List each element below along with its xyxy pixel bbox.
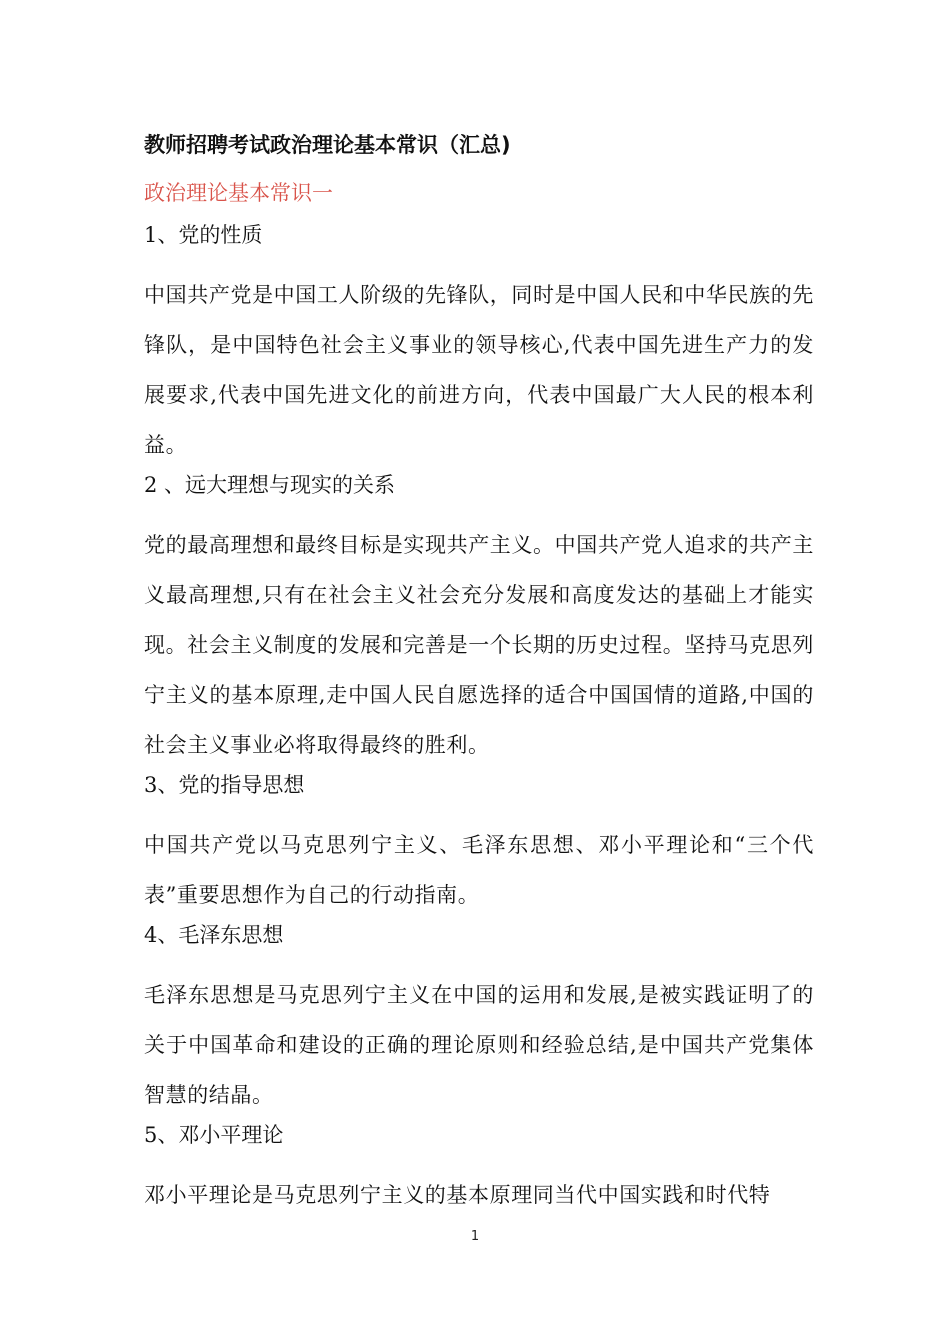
section-paragraph: 毛泽东思想是马克思列宁主义在中国的运用和发展,是被实践证明了的关于中国革命和建设的正确的理论原则和经验总结,是中国共产党集体智慧的结晶。	[144, 983, 814, 1107]
section-heading: 5、邓小平理论	[144, 1123, 284, 1147]
section-heading: 4、毛泽东思想	[144, 923, 284, 947]
section-paragraph: 中国共产党以马克思列宁主义、毛泽东思想、邓小平理论和“三个代表”重要思想作为自己的行动指南。	[144, 833, 814, 907]
section-heading: 2 、远大理想与现实的关系	[144, 473, 396, 497]
document-body	[144, 130, 814, 1220]
section-paragraph: 邓小平理论是马克思列宁主义的基本原理同当代中国实践和时代特	[144, 1183, 771, 1207]
page-number: 1	[470, 1229, 480, 1244]
section-subtitle: 政治理论基本常识一	[144, 181, 333, 205]
document-title: 教师招聘考试政治理论基本常识（汇总)	[144, 133, 511, 157]
section-heading: 3、党的指导思想	[144, 773, 305, 797]
section-heading: 1、党的性质	[144, 223, 263, 247]
section-paragraph: 党的最高理想和最终目标是实现共产主义。中国共产党人追求的共产主义最高理想,只有在社会主义社会充分发展和高度发达的基础上才能实现。社会主义制度的发展和完善是一个长期的历史过程。坚持马克思列宁主义的基本原理,走中国人民自愿选择的适合中国国情的道路,中国的社会主义事业必将取得最终的胜利。	[144, 533, 814, 757]
section-paragraph: 中国共产党是中国工人阶级的先锋队，同时是中国人民和中华民族的先锋队，是中国特色社会主义事业的领导核心,代表中国先进生产力的发展要求,代表中国先进文化的前进方向，代表中国最广大人民的根本利益。	[144, 283, 814, 457]
